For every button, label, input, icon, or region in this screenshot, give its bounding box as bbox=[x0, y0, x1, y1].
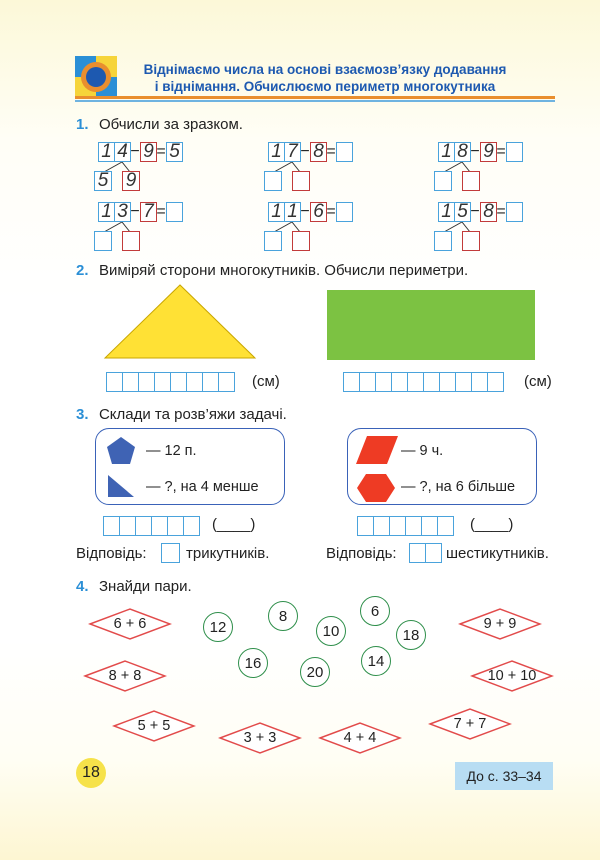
page-title-line2: і віднімання. Обчислюємо периметр многокутника bbox=[154, 79, 496, 94]
answer-cell[interactable] bbox=[375, 372, 392, 392]
task3-left-answer-label: Відповідь: bbox=[76, 545, 147, 562]
task3-left-line1: — 12 п. bbox=[146, 443, 197, 459]
ones-cell[interactable]: 5 bbox=[454, 202, 471, 222]
task3-left-cells bbox=[103, 516, 199, 536]
expression-label: 8 + 8 bbox=[108, 668, 142, 684]
split-cell-right[interactable] bbox=[292, 171, 310, 191]
answer-cell[interactable] bbox=[359, 372, 376, 392]
expression-label: 3 + 3 bbox=[243, 730, 277, 746]
page-reference bbox=[455, 762, 553, 790]
ones-cell[interactable]: 7 bbox=[284, 142, 301, 162]
tens-cell[interactable]: 1 bbox=[438, 142, 455, 162]
split-cell-left[interactable] bbox=[434, 231, 452, 251]
ones-cell[interactable]: 8 bbox=[454, 142, 471, 162]
split-cell-left[interactable] bbox=[264, 231, 282, 251]
answer-cell[interactable] bbox=[405, 516, 422, 536]
tens-cell[interactable]: 1 bbox=[98, 142, 115, 162]
subtrahend-cell[interactable]: 6 bbox=[310, 202, 327, 222]
answer-cell[interactable] bbox=[487, 372, 504, 392]
page-number: 18 bbox=[76, 758, 106, 788]
task3-left-box bbox=[95, 428, 285, 505]
answer-cell[interactable] bbox=[106, 372, 123, 392]
answer-cell[interactable] bbox=[218, 372, 235, 392]
answer-cell[interactable] bbox=[154, 372, 171, 392]
expression-diamond[interactable] bbox=[218, 722, 302, 754]
task3-right-answer-cells bbox=[409, 543, 441, 563]
blue-triangle-icon bbox=[106, 473, 136, 499]
rectangle-perimeter-cells bbox=[343, 372, 503, 392]
number-circle[interactable]: 14 bbox=[361, 646, 391, 676]
task3-right-line1: — 9 ч. bbox=[401, 443, 444, 459]
tens-cell[interactable]: 1 bbox=[98, 202, 115, 222]
answer-cell[interactable] bbox=[186, 372, 203, 392]
task1-expression bbox=[438, 202, 522, 222]
section-logo bbox=[75, 56, 117, 98]
answer-cell[interactable] bbox=[151, 516, 168, 536]
ones-cell[interactable]: 4 bbox=[114, 142, 131, 162]
split-cell-left[interactable] bbox=[264, 171, 282, 191]
page-title-line1: Віднімаємо числа на основі взаємозв’язку додавання bbox=[143, 62, 507, 77]
minus-sign: − bbox=[300, 203, 310, 220]
red-hexagon-icon bbox=[356, 473, 396, 503]
expression-label: 9 + 9 bbox=[483, 616, 517, 632]
number-circle[interactable]: 6 bbox=[360, 596, 390, 626]
task1-expression bbox=[98, 142, 182, 162]
task3-text: Склади та розв’яжи задачі. bbox=[98, 406, 287, 423]
rectangle-unit: (см) bbox=[524, 373, 552, 390]
task3-left-line2: — ?, на 4 менше bbox=[146, 479, 259, 495]
task1-number: 1. bbox=[76, 116, 89, 133]
equals-sign: = bbox=[156, 143, 166, 160]
answer-cell[interactable] bbox=[119, 516, 136, 536]
result-cell[interactable] bbox=[506, 202, 523, 222]
task2-heading bbox=[76, 262, 468, 280]
expression-label: 4 + 4 bbox=[343, 730, 377, 746]
subtrahend-cell[interactable]: 8 bbox=[310, 142, 327, 162]
answer-cell[interactable] bbox=[170, 372, 187, 392]
answer-cell[interactable] bbox=[439, 372, 456, 392]
red-parallelogram-icon bbox=[355, 434, 399, 466]
result-cell[interactable]: 5 bbox=[166, 142, 183, 162]
minus-sign: − bbox=[130, 203, 140, 220]
split-cell-left[interactable]: 5 bbox=[94, 171, 112, 191]
split-cell-right[interactable] bbox=[122, 231, 140, 251]
task4-text: Знайди пари. bbox=[98, 578, 192, 595]
task1-expression bbox=[268, 202, 352, 222]
equals-sign: = bbox=[496, 143, 506, 160]
ones-cell[interactable]: 3 bbox=[114, 202, 131, 222]
tens-cell[interactable]: 1 bbox=[438, 202, 455, 222]
task3-right-answer-tail: шестикутників. bbox=[446, 545, 549, 562]
expression-label: 10 + 10 bbox=[487, 668, 537, 684]
subtrahend-cell[interactable]: 9 bbox=[140, 142, 157, 162]
split-cell-right[interactable] bbox=[292, 231, 310, 251]
answer-cell[interactable] bbox=[373, 516, 390, 536]
equals-sign: = bbox=[326, 143, 336, 160]
task1-expression bbox=[98, 202, 182, 222]
split-cell-left[interactable] bbox=[434, 171, 452, 191]
answer-cell[interactable] bbox=[455, 372, 472, 392]
answer-cell[interactable] bbox=[183, 516, 200, 536]
task1-heading bbox=[76, 116, 243, 134]
answer-cell[interactable] bbox=[407, 372, 424, 392]
subtrahend-cell[interactable]: 9 bbox=[480, 142, 497, 162]
expression-label: 6 + 6 bbox=[113, 616, 147, 632]
header-rule-orange bbox=[75, 96, 555, 99]
split-cell-right[interactable] bbox=[462, 231, 480, 251]
minus-sign: − bbox=[470, 203, 480, 220]
split-cell-left[interactable] bbox=[94, 231, 112, 251]
yellow-triangle bbox=[100, 282, 260, 362]
task2-text: Виміряй сторони многокутників. Обчисли периметри. bbox=[98, 262, 469, 279]
answer-cell[interactable] bbox=[389, 516, 406, 536]
page-reference-text: До с. 33–34 bbox=[466, 768, 542, 784]
split-cell-right[interactable]: 9 bbox=[122, 171, 140, 191]
equals-sign: = bbox=[496, 203, 506, 220]
number-circle[interactable]: 18 bbox=[396, 620, 426, 650]
answer-cell[interactable] bbox=[122, 372, 139, 392]
expression-diamond[interactable] bbox=[88, 608, 172, 640]
expression-diamond[interactable] bbox=[318, 722, 402, 754]
task1-expression bbox=[438, 142, 522, 162]
minus-sign: − bbox=[130, 143, 140, 160]
blue-pentagon-icon bbox=[106, 436, 136, 466]
answer-cell[interactable] bbox=[202, 372, 219, 392]
task3-right-cells bbox=[357, 516, 453, 536]
task3-right-bracket: (____) bbox=[470, 516, 514, 533]
task3-left-answer-cell[interactable] bbox=[161, 543, 180, 563]
number-circle[interactable]: 8 bbox=[268, 601, 298, 631]
task3-right-line2: — ?, на 6 більше bbox=[401, 479, 516, 495]
expression-label: 5 + 5 bbox=[137, 718, 171, 734]
green-rectangle bbox=[327, 290, 535, 360]
minus-sign: − bbox=[300, 143, 310, 160]
answer-cell[interactable] bbox=[391, 372, 408, 392]
answer-cell[interactable] bbox=[135, 516, 152, 536]
answer-cell[interactable] bbox=[357, 516, 374, 536]
result-cell[interactable] bbox=[336, 142, 353, 162]
triangle-unit: (см) bbox=[252, 373, 280, 390]
task2-number: 2. bbox=[76, 262, 89, 279]
minus-sign: − bbox=[470, 143, 480, 160]
expression-label: 7 + 7 bbox=[453, 716, 487, 732]
answer-cell[interactable] bbox=[343, 372, 360, 392]
header-rule-blue bbox=[75, 100, 555, 102]
number-circle[interactable]: 16 bbox=[238, 648, 268, 678]
result-cell[interactable] bbox=[336, 202, 353, 222]
task3-left-answer-tail: трикутників. bbox=[186, 545, 270, 562]
subtrahend-cell[interactable]: 7 bbox=[140, 202, 157, 222]
task1-text: Обчисли за зразком. bbox=[98, 116, 243, 133]
answer-cell[interactable] bbox=[138, 372, 155, 392]
subtrahend-cell[interactable]: 8 bbox=[480, 202, 497, 222]
number-circle[interactable]: 12 bbox=[203, 612, 233, 642]
answer-cell[interactable] bbox=[471, 372, 488, 392]
task3-left-bracket: (____) bbox=[212, 516, 256, 533]
answer-cell[interactable] bbox=[437, 516, 454, 536]
number-circle[interactable]: 10 bbox=[316, 616, 346, 646]
tens-cell[interactable]: 1 bbox=[268, 142, 285, 162]
triangle-perimeter-cells bbox=[106, 372, 234, 392]
answer-cell[interactable] bbox=[103, 516, 120, 536]
ones-cell[interactable]: 1 bbox=[284, 202, 301, 222]
expression-diamond[interactable] bbox=[112, 710, 196, 742]
expression-diamond[interactable] bbox=[428, 708, 512, 740]
task4-heading bbox=[76, 578, 192, 596]
task1-expression bbox=[268, 142, 352, 162]
tens-cell[interactable]: 1 bbox=[268, 202, 285, 222]
task3-right-answer-label: Відповідь: bbox=[326, 545, 397, 562]
answer-cell[interactable] bbox=[409, 543, 426, 563]
answer-cell[interactable] bbox=[167, 516, 184, 536]
expression-diamond[interactable] bbox=[458, 608, 542, 640]
result-cell[interactable] bbox=[166, 202, 183, 222]
task4-number: 4. bbox=[76, 578, 89, 595]
answer-cell[interactable] bbox=[423, 372, 440, 392]
task3-number: 3. bbox=[76, 406, 89, 423]
answer-cell[interactable] bbox=[421, 516, 438, 536]
split-cell-right[interactable] bbox=[462, 171, 480, 191]
expression-diamond[interactable] bbox=[470, 660, 554, 692]
number-circle[interactable]: 20 bbox=[300, 657, 330, 687]
task3-heading bbox=[76, 406, 287, 424]
expression-diamond[interactable] bbox=[83, 660, 167, 692]
equals-sign: = bbox=[326, 203, 336, 220]
task3-right-box bbox=[347, 428, 537, 505]
answer-cell[interactable] bbox=[425, 543, 442, 563]
equals-sign: = bbox=[156, 203, 166, 220]
result-cell[interactable] bbox=[506, 142, 523, 162]
